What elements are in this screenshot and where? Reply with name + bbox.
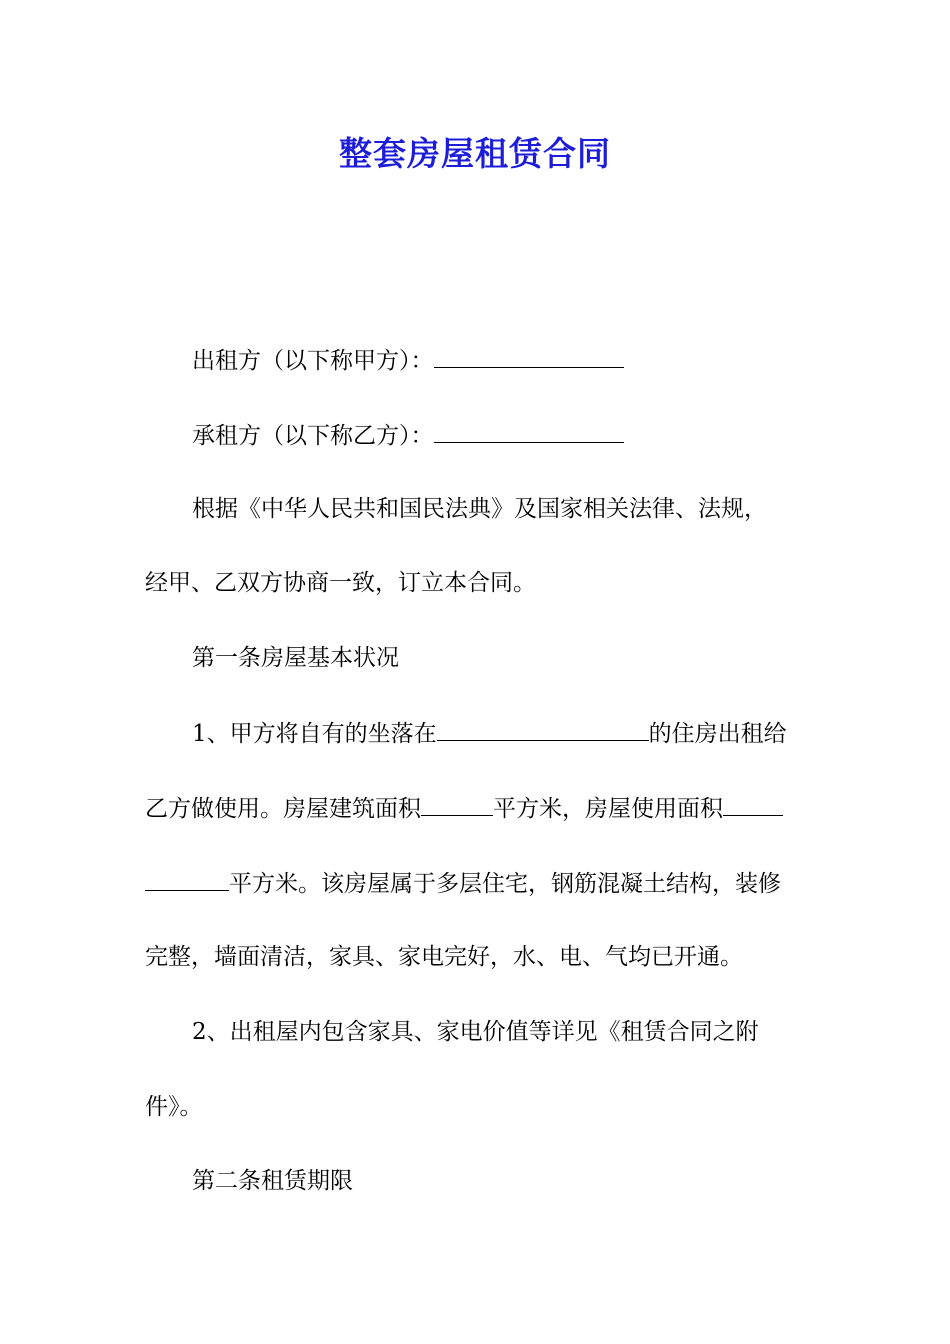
clause-1-text-a: 1、甲方将自有的坐落在 xyxy=(192,721,437,747)
document-title: 整套房屋租赁合同 xyxy=(339,134,611,173)
location-blank xyxy=(437,718,649,741)
clause-2-text-a: 2、出租屋内包含家具、家电价值等详见《租赁合同之附 xyxy=(192,1019,759,1045)
article-1-heading xyxy=(145,643,857,673)
article-2-heading xyxy=(145,1166,857,1196)
lessee-label: 承租方（以下称乙方）： xyxy=(192,423,434,449)
clause-1-text-c: 乙方做使用。房屋建筑面积 xyxy=(145,796,421,822)
usable-area-blank-b xyxy=(145,868,229,891)
lessor-label: 出租方（以下称甲方）： xyxy=(192,348,434,374)
clause-1-line-1 xyxy=(145,718,857,749)
clause-2-line-1 xyxy=(145,1017,857,1047)
clause-1-text-e: 平方米。该房屋属于多层住宅，钢筋混凝土结构，装修 xyxy=(229,871,781,897)
preamble-text-2: 经甲、乙双方协商一致，订立本合同。 xyxy=(145,570,536,596)
clause-2-line-2 xyxy=(145,1092,810,1122)
lessee-line xyxy=(145,420,857,451)
clause-1-line-2 xyxy=(145,793,810,824)
article-2-heading-text: 第二条租赁期限 xyxy=(192,1168,353,1194)
clause-1-text-f: 完整，墙面清洁，家具、家电完好，水、电、气均已开通。 xyxy=(145,944,743,970)
building-area-blank xyxy=(421,793,493,816)
clause-1-line-3 xyxy=(145,868,810,899)
preamble-text-1: 根据《中华人民共和国民法典》及国家相关法律、法规， xyxy=(192,496,767,522)
preamble-line-2 xyxy=(145,568,810,598)
lessee-blank xyxy=(434,420,624,443)
clause-1-text-d: 平方米，房屋使用面积 xyxy=(493,796,723,822)
clause-2-text-b: 件》。 xyxy=(145,1094,203,1120)
article-1-heading-text: 第一条房屋基本状况 xyxy=(192,645,399,671)
lessor-blank xyxy=(434,345,624,368)
usable-area-blank-a xyxy=(723,793,783,816)
preamble-line-1 xyxy=(145,494,857,524)
clause-1-line-4 xyxy=(145,942,810,972)
lessor-line xyxy=(145,345,857,376)
clause-1-text-b: 的住房出租给 xyxy=(648,721,787,747)
